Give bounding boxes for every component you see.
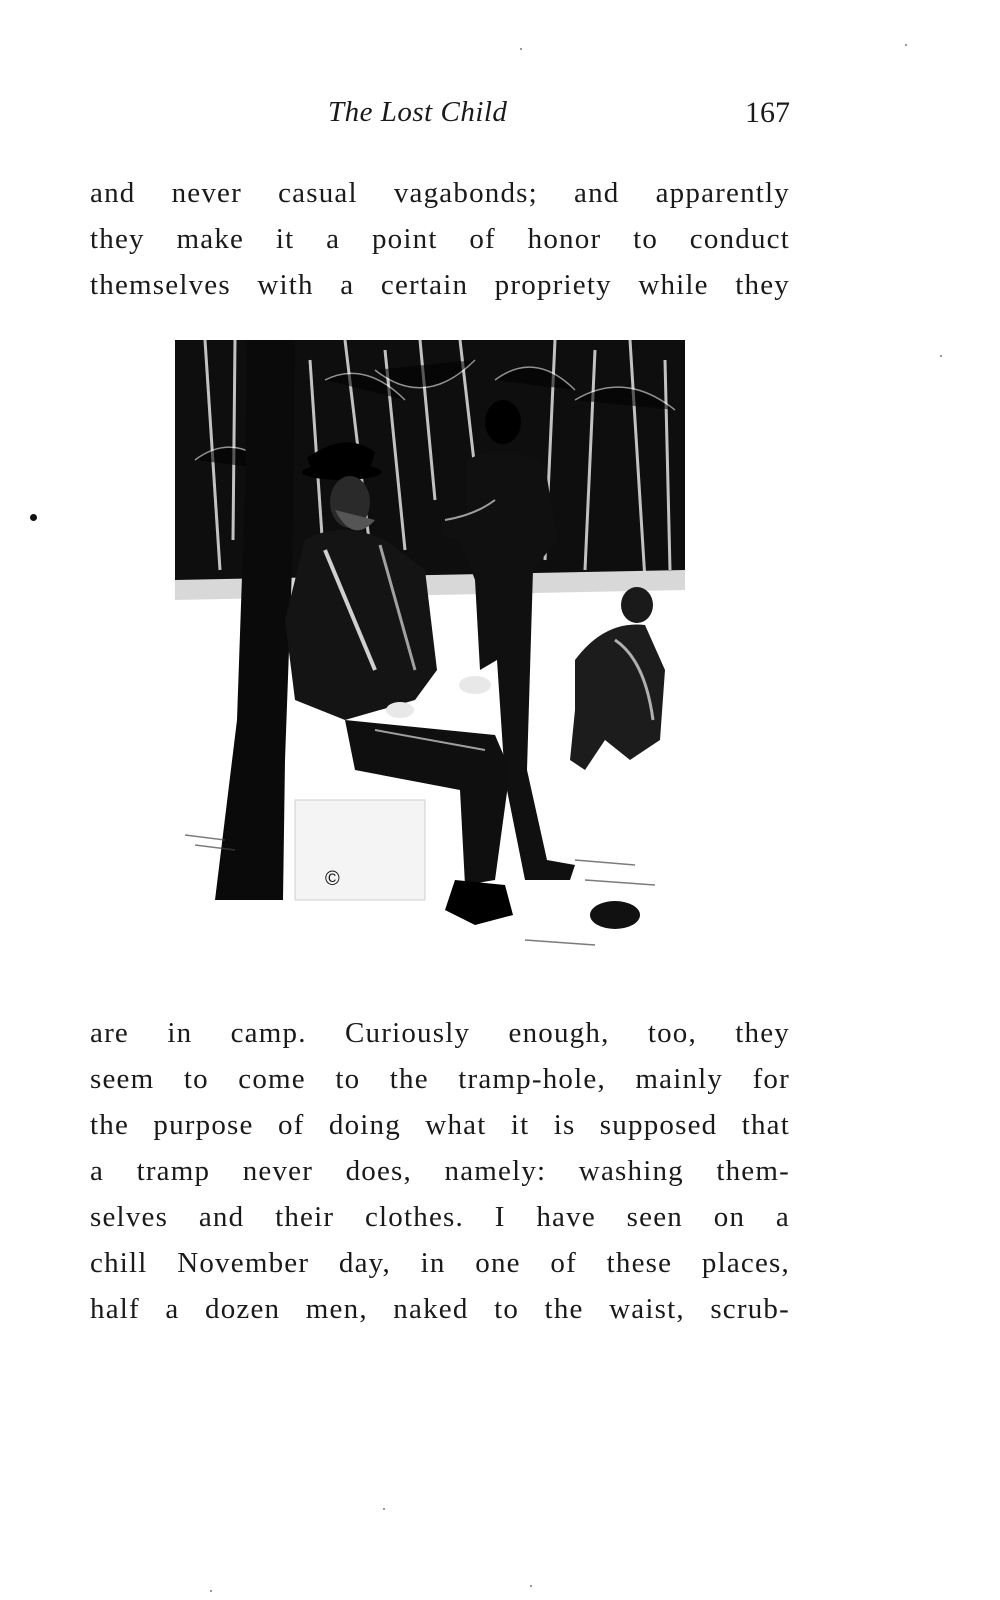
text-line: they make it a point of honor to conduct — [90, 223, 790, 255]
paper-speck — [210, 1590, 212, 1592]
text-line: seem to come to the tramp-hole, mainly for — [90, 1063, 790, 1095]
page-header — [90, 96, 790, 136]
illustration-tramps-at-camp — [175, 340, 695, 980]
text-line: selves and their clothes. I have seen on a — [90, 1201, 790, 1233]
paper-speck — [940, 355, 942, 357]
text-line: a tramp never does, namely: washing them- — [90, 1155, 790, 1187]
paper-speck — [905, 44, 907, 46]
paragraph-top — [90, 170, 790, 308]
paper-speck — [383, 1508, 385, 1510]
stray-ink-dot — [30, 514, 37, 521]
paragraph-bottom — [90, 1010, 790, 1332]
text-line: are in camp. Curiously enough, too, they — [90, 1017, 790, 1049]
text-line: the purpose of doing what it is supposed that — [90, 1109, 790, 1141]
copyright-mark: © — [325, 868, 340, 890]
running-title: The Lost Child — [328, 96, 508, 128]
paper-speck — [530, 1585, 532, 1587]
text-line: chill November day, in one of these places, — [90, 1247, 790, 1279]
text-line: half a dozen men, naked to the waist, scrub- — [90, 1293, 790, 1325]
page-number: 167 — [745, 96, 790, 129]
text-line: themselves with a certain propriety while they — [90, 269, 790, 301]
paper-speck — [520, 48, 522, 50]
text-line: and never casual vagabonds; and apparently — [90, 177, 790, 209]
